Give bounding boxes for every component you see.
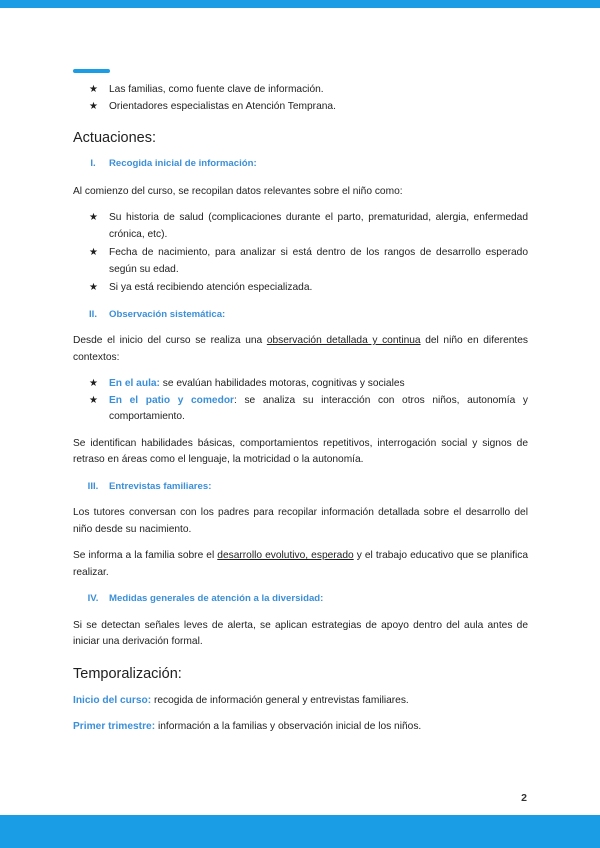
temporalizacion-heading: Temporalización: (73, 665, 182, 682)
star-icon: ★ (89, 212, 98, 223)
emphasis-underline: observación detallada y continua (266, 335, 421, 346)
bottom-accent-bar (0, 815, 600, 848)
section-title: Medidas generales de atención a la diversidad: (109, 593, 324, 604)
bullet-label: En el patio y comedor (109, 394, 235, 406)
list-item: ★ Las familias, como fuente clave de información. (73, 82, 528, 99)
list-item: ★ Orientadores especialistas en Atención Temprana. (73, 99, 528, 116)
section-heading-4 (73, 591, 528, 608)
star-icon: ★ (89, 247, 98, 258)
bullet-label: En el aula: (109, 378, 160, 389)
paragraph: Se identifican habilidades básicas, comportamientos repetitivos, interrogación social y signos de retraso en áreas como el lenguaje, la motricidad o la autonomía. (73, 437, 528, 465)
section-title: Entrevistas familiares: (109, 480, 212, 492)
section-title: Recogida inicial de información: (109, 158, 257, 169)
heading-accent-line (73, 69, 110, 73)
paragraph: Al comienzo del curso, se recopilan datos relevantes sobre el niño como: (73, 185, 403, 197)
timeline-item: Inicio del curso: recogida de información general y entrevistas familiares. (73, 694, 409, 706)
top-accent-bar (0, 0, 600, 8)
emphasis-underline: desarrollo evolutivo, esperado (217, 550, 354, 561)
timeline-item: Primer trimestre: información a la familias y observación inicial de los niños. (73, 721, 422, 732)
list-item: ★ Si ya está recibiendo atención especializada. (73, 280, 528, 297)
intro-bullet-list (73, 82, 528, 115)
section-number: II. (89, 308, 97, 320)
section-title: Observación sistemática: (109, 308, 226, 320)
paragraph: Los tutores conversan con los padres para recopilar información detallada sobre el desarrollo del niño desde su nacimiento. (73, 507, 528, 535)
section-number: I. (90, 158, 96, 169)
context-bullet-list (73, 376, 528, 426)
section-heading-1 (73, 156, 528, 173)
health-bullet-list (73, 210, 528, 297)
section-heading-3 (73, 479, 528, 496)
star-icon: ★ (89, 100, 98, 112)
star-icon: ★ (89, 378, 98, 389)
document-body (73, 82, 528, 736)
star-icon: ★ (89, 84, 98, 95)
paragraph: Se informa a la familia sobre el desarrollo evolutivo, esperado y el trabajo educativo que se planifica realizar. (73, 550, 528, 578)
star-icon: ★ (89, 394, 98, 406)
star-icon: ★ (89, 282, 98, 293)
list-item: ★ En el patio y comedor: se analiza su interacción con otros niños, autonomía y comportamiento. (89, 394, 528, 422)
actuaciones-heading: Actuaciones: (73, 130, 157, 146)
paragraph: Desde el inicio del curso se realiza una observación detallada y continua del niño en diferentes contextos: (73, 335, 529, 363)
section-number: III. (87, 480, 99, 492)
timeline-label: Primer trimestre: (73, 721, 156, 732)
paragraph: Si se detectan señales leves de alerta, se aplican estrategias de apoyo dentro del aula antes de iniciar una derivación formal. (73, 619, 528, 647)
timeline-label: Inicio del curso: (73, 694, 152, 706)
list-item: ★ Su historia de salud (complicaciones durante el parto, prematuridad, alergia, enfermedad crónica, etc). (89, 212, 528, 240)
page-number: 2 (521, 792, 527, 804)
list-item: ★ En el aula: se evalúan habilidades motoras, cognitivas y sociales (73, 376, 528, 393)
section-heading-2 (73, 307, 528, 324)
list-item: ★ Fecha de nacimiento, para analizar si está dentro de los rangos de desarrollo esperado según su edad. (89, 247, 528, 275)
section-number: IV. (87, 593, 99, 604)
